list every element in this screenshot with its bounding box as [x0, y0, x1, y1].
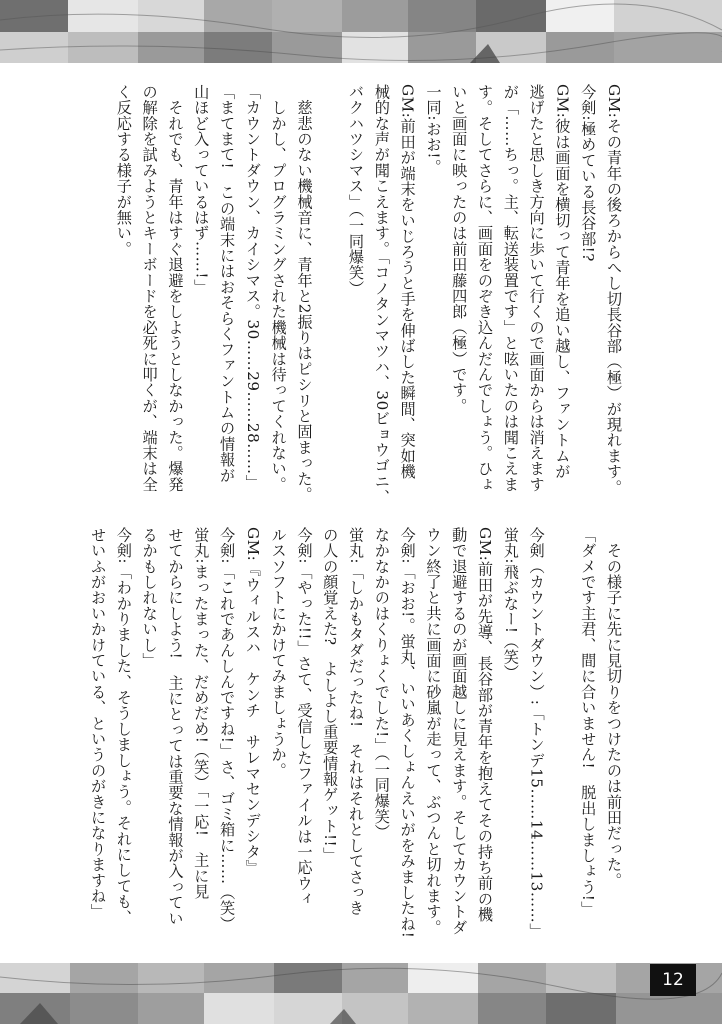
blank-line — [316, 84, 342, 502]
text-line: 今剣:極めている長谷部!? — [579, 84, 598, 262]
text-line: いと画面に映ったのは前田藤四郎（極）です。 — [450, 84, 469, 414]
text-line: が「……ちっ。主、転送装置です」と呟いたのは聞こえま — [501, 84, 520, 493]
text-line: ルスソフトにかけてみましょうか。 — [269, 527, 288, 779]
page-number: 12 — [650, 964, 696, 996]
text-line: の人の顔覚えた? よしよし重要情報ゲット!!」 — [321, 527, 340, 863]
text-line: 「カウントダウン、カイシマス。30……29……28……」 — [243, 84, 262, 491]
text-line: く反応する様子が無い。 — [114, 84, 133, 257]
text-line: 蛍丸:まったまった、だめだめ!（笑）「一応! 主に見 — [192, 527, 211, 900]
text-line: 今剣:「わかりました、そうしましょう。それにしても、 — [114, 527, 133, 926]
text-line: 今剣（カウントダウン）:「トンデ15……14……13……」 — [527, 527, 546, 939]
lower-text-column — [89, 527, 626, 945]
top-decorative-band — [0, 0, 722, 63]
text-line: の解除を試みようとキーボードを必死に叩くが、端末は全 — [140, 84, 159, 493]
text-line: 動で退避するのが画面越しに見えます。そしてカウントダ — [450, 527, 469, 936]
text-line: その様子に先に見切りをつけたのは前田だった。 — [605, 527, 623, 889]
text-line: GM:彼は画面を横切って青年を追い越し、ファントムが — [553, 84, 572, 480]
text-line: 今剣:「これであんしんですね!」さ、ゴミ箱に……（笑） — [218, 527, 237, 932]
text-line: しかし、プログラミングされた機械は待ってくれない。 — [269, 84, 288, 493]
text-line: るかもしれないし」 — [140, 527, 159, 669]
text-line: せてからにしよう! 主にとっては重要な情報が入ってい — [166, 527, 185, 927]
text-line: 「まてまて! この端末にはおそらくファントムの情報が — [218, 84, 237, 484]
upper-text-column — [96, 84, 626, 505]
text-line: 「ダメです主君、間に合いません! 脱出しましょう!」 — [579, 527, 598, 918]
bottom-texture-image — [0, 963, 722, 1024]
text-line: 慈悲のない機械音に、青年と2振りはピシリと固まった。 — [295, 84, 314, 503]
text-line: 今剣:「やった!!」さて、受信したファイルは一応ウィ — [295, 527, 314, 907]
text-line: す。そしてさらに、画面をのぞき込んだんでしょう。ひょ — [476, 84, 495, 493]
blank-line — [549, 527, 575, 945]
text-line: ウン終了と共に画面に砂嵐が走って、ぶつんと切れます。 — [424, 527, 443, 936]
text-line: 逃げたと思しき方向に歩いて行くので画面からは消えます — [527, 84, 546, 493]
bottom-decorative-band — [0, 963, 722, 1024]
text-line: GM:『ウィルスハ ケンチ サレマセンデシタ』 — [243, 527, 262, 876]
text-line: 山ほど入っているはず……!」 — [192, 84, 211, 295]
text-line: GM:前田が端末をいじろうと手を伸ばした瞬間、突如機 — [398, 84, 417, 480]
text-line: バクハツシマス」（一同爆笑） — [347, 84, 366, 297]
text-line: せいふがおいかけている、というのがきになりますね」 — [89, 527, 108, 920]
text-line: GM:その青年の後ろからへし切長谷部（極）が現れます。 — [605, 84, 623, 496]
text-line: 蛍丸:飛ぶなー!（笑） — [501, 527, 520, 681]
text-line: 械的な声が聞こえます。「コノタンマツハ、30ビョウゴニ、 — [372, 84, 391, 505]
text-line: それでも、青年はすぐ退避をしようとしなかった。爆発 — [166, 84, 185, 493]
text-line: 蛍丸:「しかもタダだったね! それはそれとしてさっき — [347, 527, 366, 917]
text-line: GM:前田が先導、長谷部が青年を抱えてその持ち前の機 — [476, 527, 495, 923]
text-line: 一同:おお!。 — [424, 84, 443, 175]
top-texture-image — [0, 0, 722, 63]
text-line: なかなかのはくりょくでした!」（一同爆笑） — [372, 527, 391, 841]
text-line: 今剣:「おお!。蛍丸、いいあくしょんえいがをみましたね! — [398, 527, 417, 939]
